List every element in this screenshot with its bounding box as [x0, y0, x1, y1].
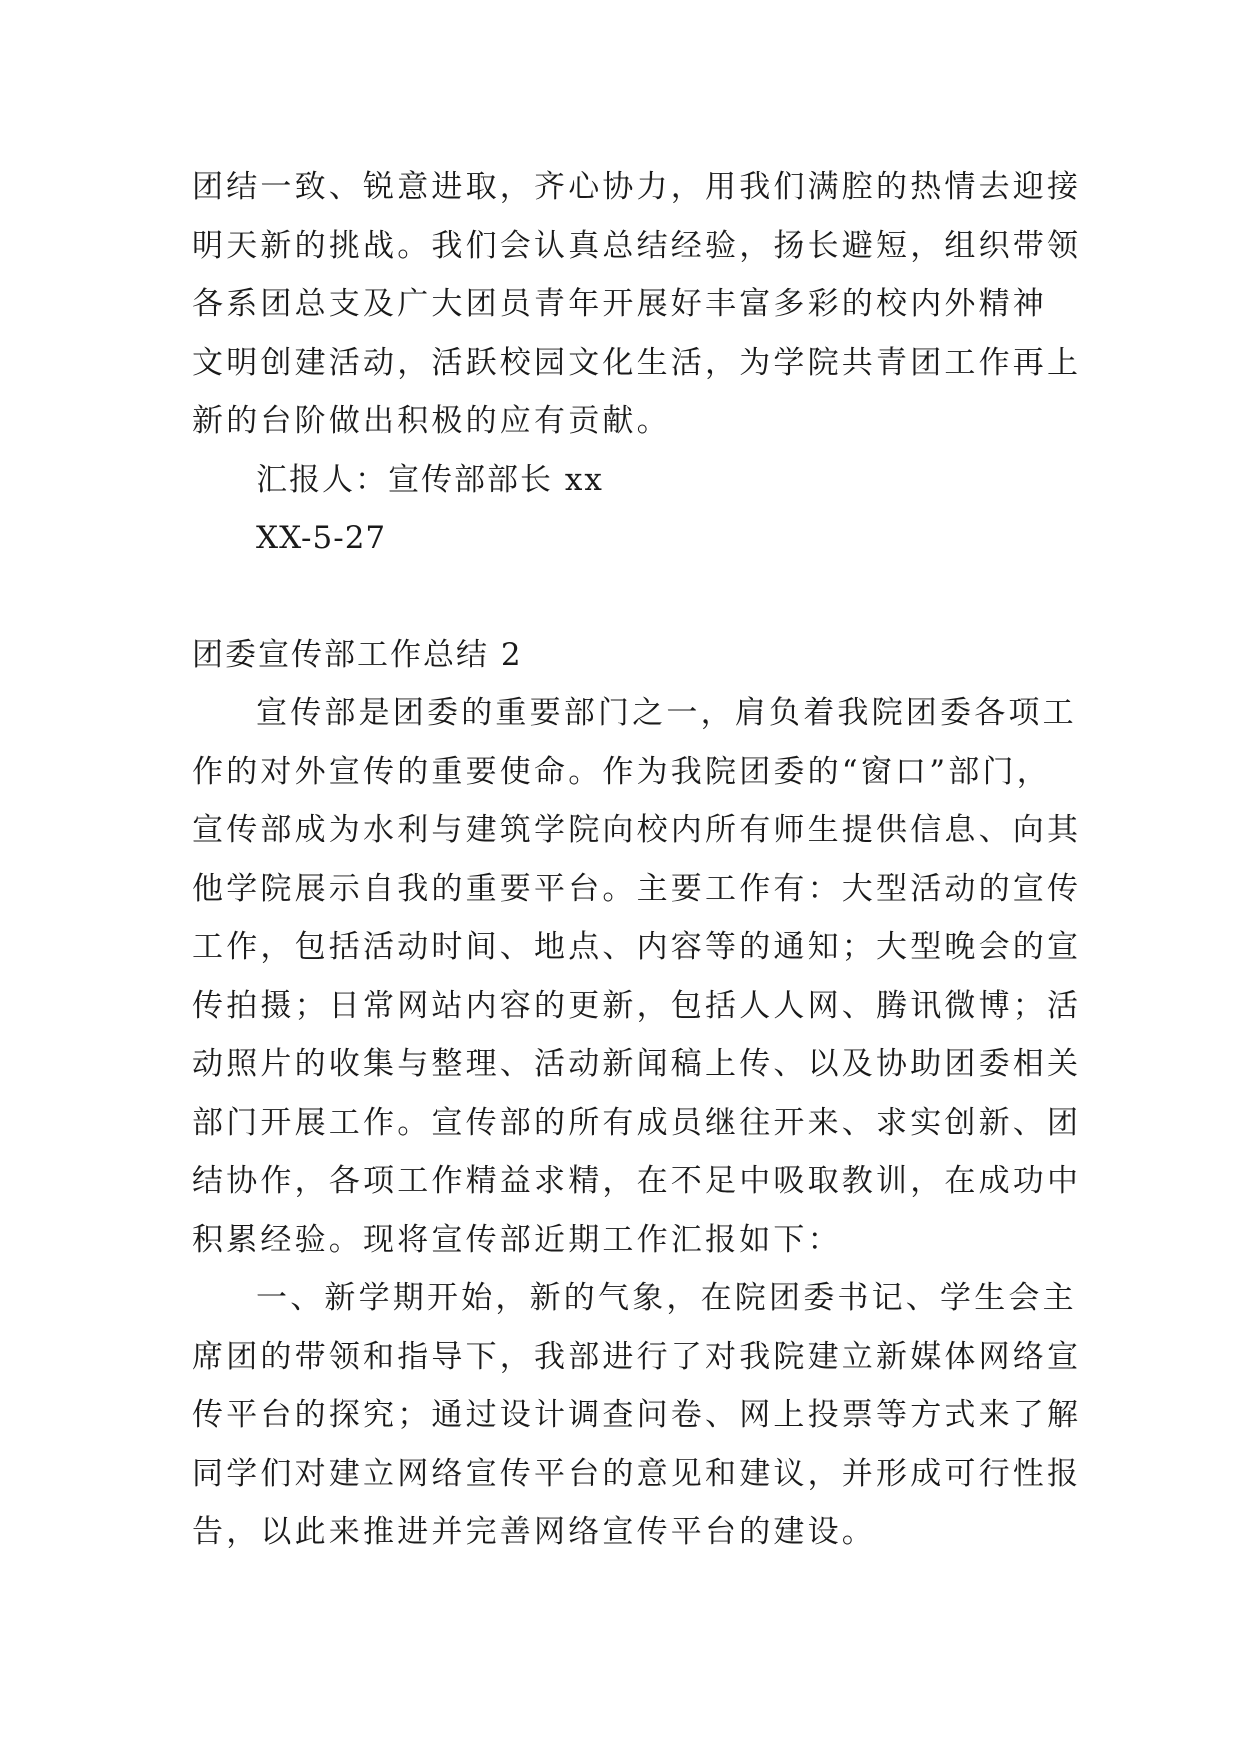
text-line: 各系团总支及广大团员青年开展好丰富多彩的校内外精神 — [192, 286, 1047, 322]
text-line: 告，以此来推进并完善网络宣传平台的建设。 — [192, 1514, 876, 1550]
text-line: 团结一致、锐意进取，齐心协力，用我们满腔的热情去迎接 — [192, 169, 1082, 205]
text-line: 部门开展工作。宣传部的所有成员继往开来、求实创新、团 — [192, 1104, 1082, 1141]
text-line: 动照片的收集与整理、活动新闻稿上传、以及协助团委相关 — [192, 1046, 1082, 1082]
section-title: 团委宣传部工作总结 2 — [192, 636, 523, 673]
text-line: 一、新学期开始，新的气象，在院团委书记、学生会主 — [256, 1280, 1077, 1316]
text-line: 同学们对建立网络宣传平台的意见和建议，并形成可行性报 — [192, 1455, 1082, 1492]
text-line: 积累经验。现将宣传部近期工作汇报如下： — [192, 1221, 842, 1258]
text-line: 传平台的探究；通过设计调查问卷、网上投票等方式来了解 — [192, 1397, 1082, 1433]
text-line: 明天新的挑战。我们会认真总结经验，扬长避短，组织带领 — [192, 227, 1082, 264]
text-line: 文明创建活动，活跃校园文化生活，为学院共青团工作再上 — [192, 344, 1082, 381]
text-line: 传拍摄；日常网站内容的更新，包括人人网、腾讯微博；活 — [192, 987, 1082, 1024]
signature-line: 汇报人：宣传部部长 xx — [256, 461, 604, 498]
paragraph-intro — [192, 684, 1082, 1269]
text-line: 宣传部是团委的重要部门之一，肩负着我院团委各项工 — [256, 695, 1077, 731]
text-line: 宣传部成为水利与建筑学院向校内所有师生提供信息、向其 — [192, 812, 1082, 848]
text-line: 新的台阶做出积极的应有贡献。 — [192, 403, 671, 439]
text-line: 作的对外宣传的重要使命。作为我院团委的“窗口”部门， — [192, 753, 1051, 790]
text-line: 他学院展示自我的重要平台。主要工作有：大型活动的宣传 — [192, 870, 1082, 907]
document-body — [192, 158, 1082, 1562]
text-line: 工作，包括活动时间、地点、内容等的通知；大型晚会的宣 — [192, 929, 1082, 965]
text-line: 结协作，各项工作精益求精，在不足中吸取教训，在成功中 — [192, 1163, 1082, 1199]
blank-line — [192, 568, 1062, 626]
paragraph-continued — [192, 158, 1082, 451]
date-line: XX-5-27 — [256, 520, 387, 556]
text-line: 席团的带领和指导下，我部进行了对我院建立新媒体网络宣 — [192, 1338, 1082, 1375]
paragraph-one — [192, 1269, 1082, 1562]
